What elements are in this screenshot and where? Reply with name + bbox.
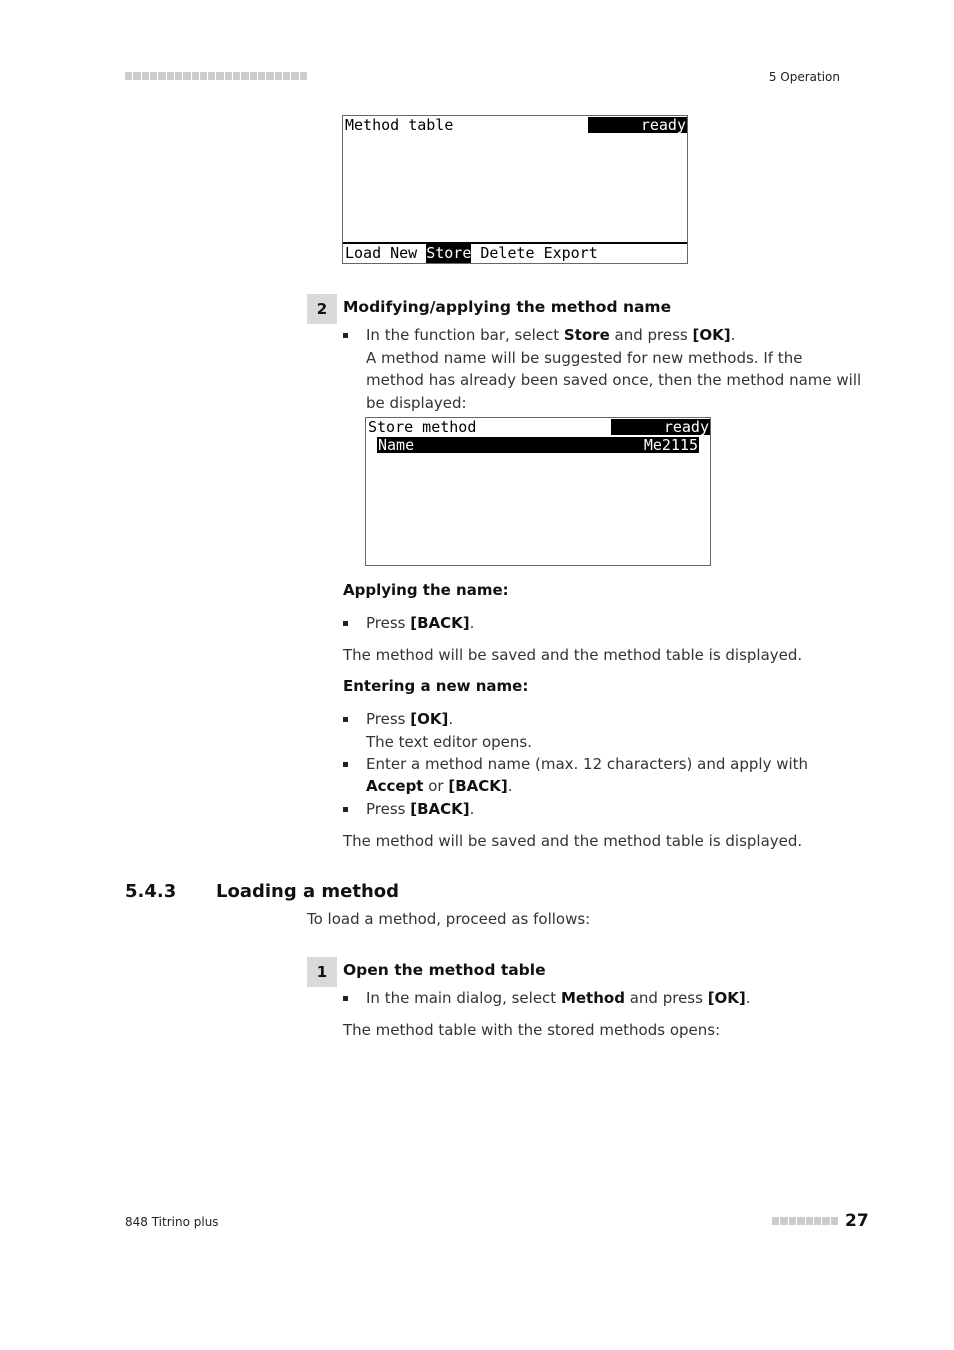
- footer-decoration: [772, 1217, 838, 1225]
- screen-title: Store method: [368, 418, 477, 436]
- subheading: Applying the name:: [343, 581, 509, 599]
- bullet: [343, 996, 348, 1001]
- instruction: Accept or [BACK].: [366, 777, 513, 795]
- bullet: [343, 717, 348, 722]
- step-number: 1: [307, 957, 337, 987]
- name-label: Name: [378, 436, 415, 454]
- result-text: The method will be saved and the method table is displayed.: [343, 832, 803, 850]
- step-title: Modifying/applying the method name: [343, 298, 672, 316]
- instruction: Press [OK].: [366, 710, 454, 728]
- name-value: Me2115: [643, 436, 698, 454]
- page-number: 27: [845, 1211, 869, 1231]
- function-store: Store: [426, 244, 472, 262]
- description-line: be displayed:: [366, 394, 467, 412]
- status-indicator: ready: [611, 419, 710, 435]
- function-bar: [343, 242, 687, 263]
- description-line: method has already been saved once, then the method name will: [366, 371, 862, 389]
- instruction: Press [BACK].: [366, 800, 475, 818]
- section-intro: To load a method, proceed as follows:: [307, 910, 591, 928]
- instruction: Press [BACK].: [366, 614, 475, 632]
- instruction: In the main dialog, select Method and press [OK].: [366, 989, 751, 1007]
- step-title: Open the method table: [343, 961, 546, 979]
- bullet: [343, 621, 348, 626]
- store-method-screen: [365, 417, 711, 566]
- method-table-screen: [342, 115, 688, 264]
- step-number: 2: [307, 294, 337, 324]
- section-title: Loading a method: [216, 881, 400, 902]
- header-decoration: [125, 72, 307, 80]
- result-text: The method table with the stored methods opens:: [343, 1021, 721, 1039]
- section-number: 5.4.3: [125, 881, 177, 902]
- bullet: [343, 807, 348, 812]
- instruction: Enter a method name (max. 12 characters) and apply with: [366, 755, 809, 773]
- bullet: [343, 762, 348, 767]
- bullet: [343, 333, 348, 338]
- status-indicator: ready: [588, 117, 687, 133]
- instruction-note: The text editor opens.: [366, 733, 532, 751]
- name-row: [377, 437, 699, 453]
- result-text: The method will be saved and the method table is displayed.: [343, 646, 803, 664]
- function-export: Export: [543, 244, 598, 262]
- screen-title: Method table: [345, 116, 454, 134]
- function-new: New: [390, 244, 418, 262]
- description-line: A method name will be suggested for new methods. If the: [366, 349, 803, 367]
- instruction: In the function bar, select Store and press [OK].: [366, 326, 736, 344]
- subheading: Entering a new name:: [343, 677, 529, 695]
- product-name: 848 Titrino plus: [125, 1215, 219, 1229]
- function-load: Load: [345, 244, 382, 262]
- function-delete: Delete: [480, 244, 535, 262]
- chapter-title: 5 Operation: [768, 70, 840, 84]
